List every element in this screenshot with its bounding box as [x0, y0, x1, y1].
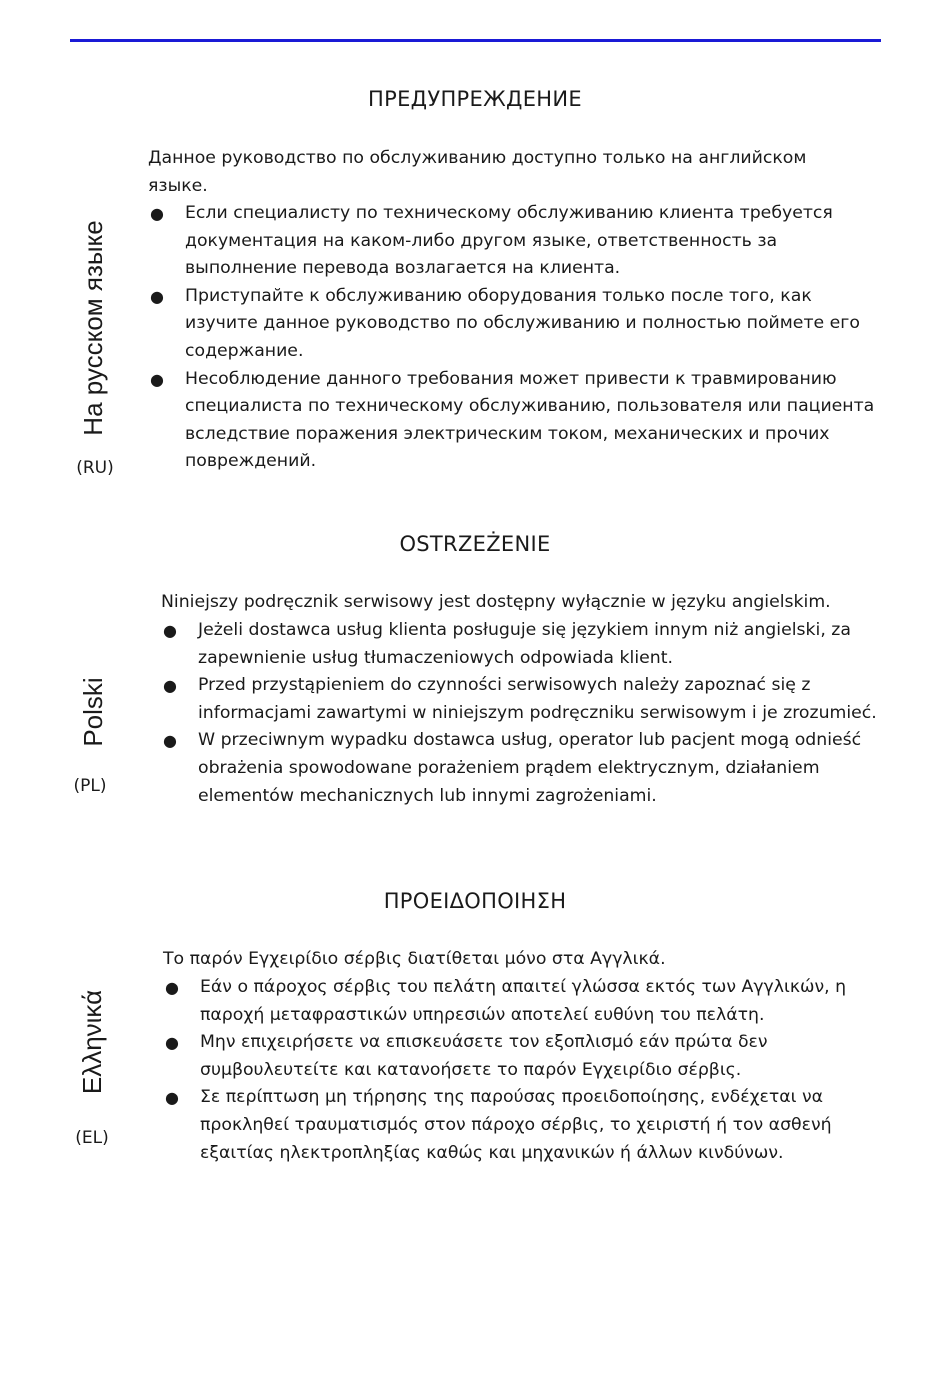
language-code: (PL): [73, 776, 107, 796]
list-item: [148, 283, 888, 366]
section-heading: ПРЕДУПРЕЖДЕНИЕ: [368, 87, 582, 111]
list-item-text: Σε περίπτωση μη τήρησης της παρούσας προειδοποίησης, ενδέχεται να προκληθεί τραυματισμός στον πάροχο σέρβις, το χειριστή ή τον ασθενή εξαιτίας ηλεκτροπληξίας καθώς και μηχανικών ή άλλων κινδύνων.: [200, 1087, 832, 1163]
bullet-icon: ●: [163, 731, 177, 751]
language-name: Ελληνικά: [77, 989, 107, 1095]
list-item-text: Εάν ο πάροχος σέρβις του πελάτη απαιτεί γλώσσα εκτός των Αγγλικών, η παροχή μεταφραστικών υπηρεσιών αποτελεί ευθύνη του πελάτη.: [200, 977, 847, 1025]
list-item-text: Przed przystąpieniem do czynności serwisowych należy zapoznać się z informacjami zawartymi w niniejszym podręczniku serwisowym i je zrozumieć.: [198, 675, 877, 723]
list-item: [163, 1084, 883, 1167]
language-code: (EL): [75, 1128, 109, 1148]
language-name: На русском языке: [78, 220, 108, 436]
bullet-icon: ●: [165, 1033, 179, 1053]
list-item: [148, 200, 888, 283]
bullet-list: [163, 974, 883, 1167]
list-item: [148, 366, 888, 476]
list-item-text: Приступайте к обслуживанию оборудования только после того, как изучите данное руководство по обслуживанию и полностью поймете его содержание.: [185, 285, 860, 361]
list-item: [161, 617, 886, 672]
bullet-icon: ●: [150, 286, 164, 306]
list-item-text: W przeciwnym wypadku dostawca usług, operator lub pacjent mogą odnieść obrażenia spowodowane porażeniem prądem elektrycznym, działaniem elementów mechanicznych lub innymi zagrożeniami.: [198, 730, 862, 806]
section-heading: OSTRZEŻENIE: [399, 532, 551, 556]
bullet-icon: ●: [163, 676, 177, 696]
list-item-text: Jeżeli dostawca usług klienta posługuje się językiem innym niż angielski, za zapewnienie usług tłumaczeniowych odpowiada klient.: [198, 620, 851, 668]
list-item-text: Если специалисту по техническому обслуживанию клиента требуется документация на каком-либо другом языке, ответственность за выполнение перевода возлагается на клиента.: [185, 203, 833, 279]
list-item-text: Несоблюдение данного требования может привести к травмированию специалиста по техническому обслуживанию, пользователя или пациента вследствие поражения электрическим током, механических и прочих повреждений.: [185, 368, 875, 472]
list-item-text: Μην επιχειρήσετε να επισκευάσετε τον εξοπλισμό εάν πρώτα δεν συμβουλευτείτε και κατανοήσετε το παρόν Εγχειρίδιο σέρβις.: [200, 1032, 768, 1080]
top-rule: [70, 39, 881, 42]
language-name: Polski: [78, 677, 108, 747]
language-code: (RU): [76, 458, 114, 478]
bullet-icon: ●: [163, 621, 177, 640]
bullet-icon: ●: [150, 204, 164, 223]
list-item: [163, 1029, 883, 1084]
intro-text: Niniejszy podręcznik serwisowy jest dostępny wyłącznie w języku angielskim.: [161, 592, 831, 612]
list-item: [161, 727, 886, 810]
bullet-list: [148, 200, 888, 476]
intro-text: Данное руководство по обслуживанию доступно только на английском языке.: [148, 148, 807, 196]
bullet-list: [161, 617, 886, 810]
list-item: [163, 974, 883, 1029]
intro-text: Το παρόν Εγχειρίδιο σέρβις διατίθεται μόνο στα Αγγλικά.: [163, 949, 666, 969]
bullet-icon: ●: [150, 369, 164, 389]
section-heading: ΠΡΟΕΙΔΟΠΟΙΗΣΗ: [383, 889, 567, 913]
bullet-icon: ●: [165, 978, 179, 997]
bullet-icon: ●: [165, 1088, 179, 1108]
list-item: [161, 672, 886, 727]
